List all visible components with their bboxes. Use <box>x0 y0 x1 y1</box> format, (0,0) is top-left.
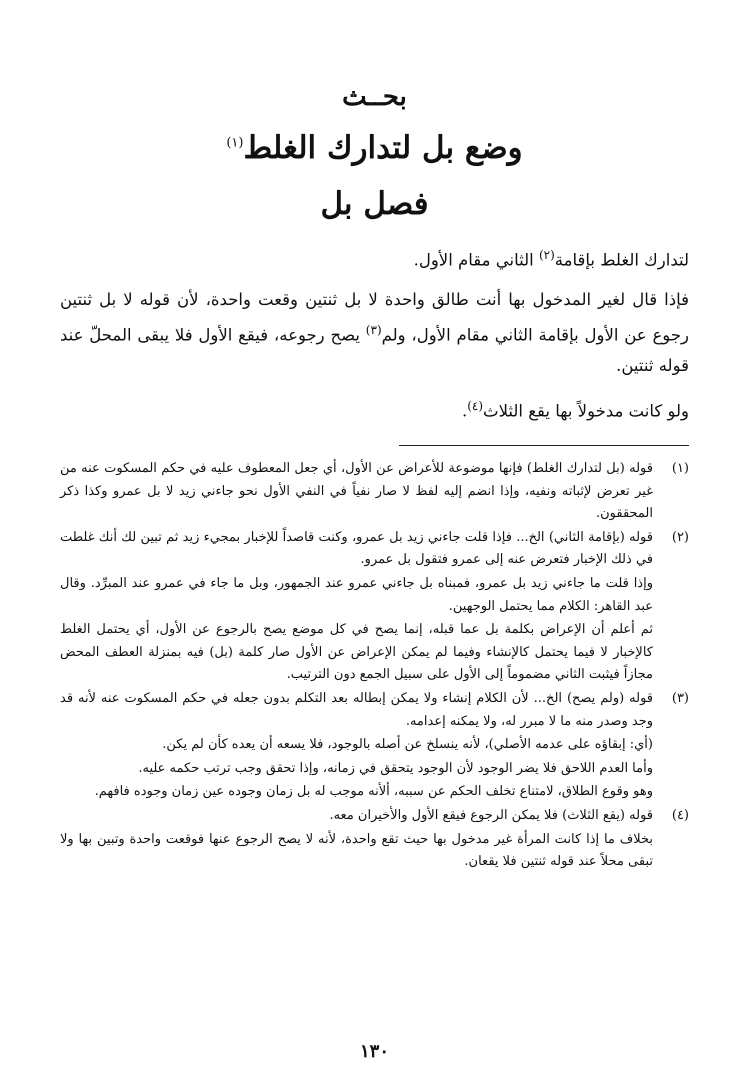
footnote-marker: (٤) <box>467 399 484 413</box>
body-paragraph <box>60 391 689 427</box>
footnote-4 <box>60 805 689 874</box>
subsection-title <box>0 186 749 222</box>
footnote-divider <box>399 445 689 446</box>
footnote-number: (٤) <box>671 807 689 823</box>
main-text <box>60 240 689 437</box>
body-text-run: لتدارك الغلط بإقامة <box>554 250 689 270</box>
subsection-title-text: فصل بل <box>320 186 429 222</box>
footnote-3 <box>60 688 689 804</box>
footnote-marker: (١) <box>226 135 244 151</box>
footnote-number: (١) <box>671 461 689 476</box>
footnote-text: بخلاف ما إذا كانت المرأة غير مدخول بها حيث تقع واحدة، لأنه لا يصح الرجوع عنها فوقعت واحدة وتبين بها ولا تبقى محلاً عند قوله ثنتين فلا يقعان. <box>60 831 653 870</box>
body-text-run: يصح رجوعه، فيقع الأول فلا يبقى المحلّ عند قوله ثنتين. <box>60 325 689 375</box>
body-paragraph <box>60 240 689 276</box>
footnote-text: (أي: إبقاؤه على عدمه الأصلي)، لأنه ينسلخ عن أصله بالوجود، فلا يسعه أن يعده كأن لم يكن. <box>162 737 653 753</box>
footnote-text: وإذا قلت ما جاءني زيد بل عمرو، فمبناه بل جاءني عمرو عند الجمهور، وبل ما جاء في عمرو عند المبرِّد. وقال عبد القاهر: الكلام مما يحتمل الوجهين. <box>60 575 653 614</box>
footnote-marker: (٣) <box>365 322 382 337</box>
chapter-heading-text: بحــث <box>342 82 407 112</box>
footnote-number: (٣) <box>671 690 689 706</box>
footnotes <box>60 458 689 875</box>
footnote-text: ثم أعلم أن الإعراض بكلمة بل عما قبله، إنما يصح في كل موضع يصح بالرجوع عن الأول، أي يحتمل الغلط كالإخبار لا فيما يحتمل كالإنشاء وفيما لم يمكن الإعراض عن الأول صار كلمة (بل) فيه بمنزلة العطف المحض مجازاً فيثبت الثاني مضموماً إلى الأول على سبيل الجمع دون الترتيب. <box>60 622 653 683</box>
section-title-text: وضع بل لتدارك الغلط <box>243 130 523 166</box>
body-text-run: الثاني مقام الأول. <box>413 250 539 270</box>
footnote-text: وأما العدم اللاحق فلا يضر الوجود لأن الوجود يتحقق في زمانه، وإذا تحقق وجب ترتب حكمه عليه. <box>138 760 653 776</box>
footnote-text: وهو وقوع الطلاق، لامتناع تخلف الحكم عن سببه، ألأنه موجب له بل زمان وجوده عين زمان وجوده فافهم. <box>94 784 653 800</box>
page-number: ١٣٠ <box>359 1041 389 1062</box>
footnote-number: (٢) <box>671 529 689 545</box>
footnote-marker: (٢) <box>538 248 555 262</box>
body-text-run: فإذا قال لغير المدخول بها أنت طالق واحدة لا بل ثنتين وقعت واحدة، لأن قوله لا بل ثنتين رجوع عن الأول بإقامة الثاني مقام الأول، ولم <box>60 289 689 344</box>
footnote-text: قوله (يقع الثلاث) فلا يمكن الرجوع فيقع الأول والأخيران معه. <box>329 807 653 823</box>
footnote-text: قوله (بإقامة الثاني) الخ... فإذا قلت جاءني زيد بل عمرو، وكنت قاصداً للإخبار بمجيء زيد ثم تبين لك أنك غلطت في ذلك الإخبار فتعرض عنه إلى عمرو فتقول بل عمرو. <box>60 529 653 568</box>
section-title <box>0 130 749 166</box>
footnote-text: قوله (ولم يصح) الخ... لأن الكلام إنشاء ولا يمكن إبطاله بعد التكلم بدون جعله في حكم المسكوت عنه لأنه قد وجد وصدر منه ما لا مبرر له، ولا يمكنه إعدامه. <box>60 690 653 729</box>
footnote-text: قوله (بل لتدارك الغلط) فإنها موضوعة للأعراض عن الأول، أي جعل المعطوف عليه في حكم المسكوت عنه من غير تعرض لإثباته ونفيه، وإذا انضم إليه لفظ لا صار نفياً في النفي الأول نحو جاءني زيد لا بل عمرو وكذا ذكر المحققون. <box>60 461 653 522</box>
footnote-2 <box>60 527 689 687</box>
body-text-run: ولو كانت مدخولاً بها يقع الثلاث <box>483 401 689 421</box>
footnote-1 <box>60 458 689 526</box>
body-text-run: . <box>461 401 468 421</box>
chapter-heading <box>0 82 749 112</box>
body-paragraph <box>60 284 689 382</box>
